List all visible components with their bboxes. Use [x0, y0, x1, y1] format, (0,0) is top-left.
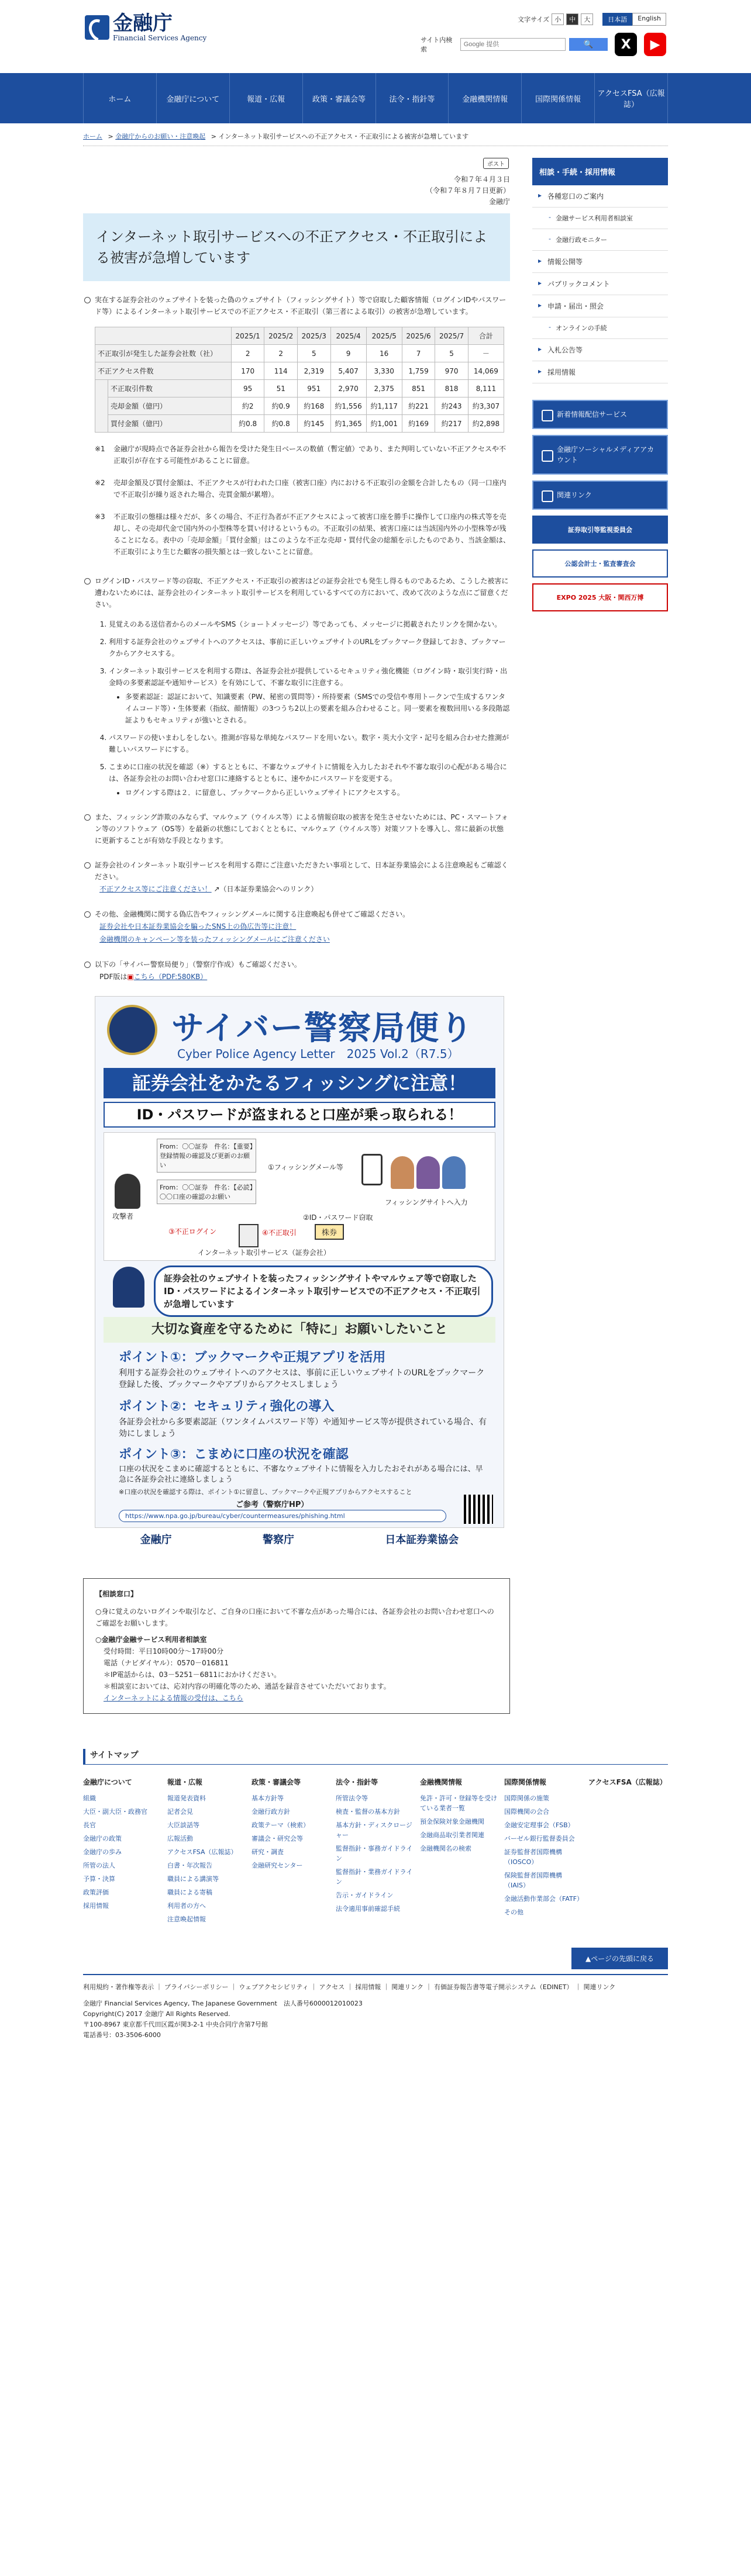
table-cell: 約2 — [231, 397, 264, 415]
note-text: 売却金額及び買付金額は、不正アクセスが行われた口座（被害口座）内における不正取引の金額を合計したもの（同一口座内で不正取引が繰り返された場合、売買金額が累増）。 — [113, 479, 507, 499]
table-cell: 2 — [231, 345, 264, 362]
consult-web-link[interactable]: インターネットによる情報の受付は、こちら — [104, 1694, 243, 1702]
consult-box — [83, 1578, 510, 1714]
table-cell: 8,111 — [468, 380, 504, 397]
sitemap-link[interactable]: 検査・監督の基本方針 — [336, 1808, 400, 1816]
footer-org: 金融庁 Financial Services Agency, The Japanese Government 法人番号6000012010023 — [83, 2000, 363, 2007]
point-3-title: ポイント③：こまめに口座の状況を確認 — [119, 1447, 349, 1462]
note-mark: ※3 — [95, 513, 105, 521]
sitemap-link[interactable]: 金融商品取引業者関連 — [420, 1831, 484, 1839]
table-cell: 3,330 — [366, 362, 402, 380]
footer — [83, 1998, 668, 2041]
table-cell: 818 — [435, 380, 468, 397]
sitemap-col — [504, 1778, 584, 1924]
poster-banner: 証券会社をかたるフィッシングに注意！ — [104, 1068, 495, 1098]
sitemap-link[interactable]: 法令適用事前確認手続 — [336, 1905, 400, 1913]
sitemap-link[interactable]: 広報活動 — [167, 1835, 193, 1842]
phishing-mail-link[interactable]: 金融機関のキャンペーン等を装ったフィッシングメールにご注意ください — [99, 935, 330, 943]
sitemap-link[interactable]: 記者会見 — [167, 1808, 193, 1816]
news-feed-button[interactable]: 新着情報配信サービス — [532, 400, 668, 429]
jsda-link-suffix: （日本証券業協会へのリンク） — [219, 885, 318, 893]
sitemap-link[interactable]: 審議会・研究会等 — [252, 1835, 303, 1842]
attacker-icon — [115, 1174, 140, 1209]
table-header: 2025/6 — [402, 327, 435, 345]
x-post-button[interactable]: ポスト — [483, 158, 509, 169]
table-cell: 不正アクセス件数 — [95, 362, 232, 380]
damage-table — [95, 327, 504, 433]
table-header-row — [95, 327, 504, 345]
table-header: 2025/3 — [297, 327, 330, 345]
table-cell: 約2,898 — [468, 415, 504, 433]
nav-policy[interactable]: 政策・審議会等 — [302, 73, 376, 123]
point-3-note: ※口座の状況を確認する際は、ポイント①に留意し、ブックマークや正規アプリからアクセスすること — [119, 1488, 412, 1496]
breadcrumb: ホーム > 金融庁からのお願い・注意喚起 > インターネット取引サービスへの不正アクセス・不正取引による被害が急増しています — [83, 132, 668, 146]
poster-jsda-logo: 日本証券業協会 — [385, 1534, 459, 1546]
advice-list — [109, 618, 510, 798]
consult-intro: ○身に覚えのないログインや取引など、ご自身の口座において不審な点があった場合には、各証券会社のお問い合わせ窓口へのご確認をお願いします。 — [95, 1607, 494, 1627]
table-cell: 約1,556 — [330, 397, 366, 415]
computer-icon — [239, 1224, 259, 1247]
expo-banner[interactable]: EXPO 2025 大阪・関西万博 — [532, 583, 668, 611]
youtube-icon[interactable]: ▶ — [644, 33, 666, 56]
sitemap-link[interactable]: 基本方針・ディスクロージャー — [336, 1821, 412, 1839]
sitemap-link[interactable]: 研究・調査 — [252, 1848, 284, 1856]
sitemap-link[interactable]: その他 — [504, 1908, 523, 1916]
publish-dates — [83, 174, 510, 208]
lang-en-button[interactable]: English — [632, 13, 666, 26]
note-2 — [83, 477, 510, 500]
sitemap-link[interactable]: 採用情報 — [83, 1902, 109, 1910]
poster-logos — [95, 1531, 504, 1547]
sitemap-link[interactable]: 大臣談話等 — [167, 1821, 199, 1829]
poster-ask: 大切な資産を守るために「特に」お願いしたいこと — [104, 1317, 495, 1343]
table-cell: 14,069 — [468, 362, 504, 380]
pdf-link[interactable]: こちら（PDF:580KB） — [133, 973, 208, 981]
update-date: （令和７年８月７日更新） — [425, 186, 510, 195]
point-2-title: ポイント②：セキュリティ強化の導入 — [119, 1399, 335, 1414]
table-row — [95, 415, 504, 433]
table-header — [95, 327, 232, 345]
poster-npa-logo: 警察庁 — [262, 1534, 294, 1546]
sitemap-col-head[interactable]: 金融機関情報 — [420, 1778, 463, 1786]
table-cell: 95 — [231, 380, 264, 397]
table-cell: 約1,001 — [366, 415, 402, 433]
sitemap-link[interactable]: 金融安定理事会（FSB） — [504, 1821, 574, 1829]
poster-ref-label: ご参考（警察庁HP） — [236, 1500, 309, 1509]
list-item: 2. 利用する証券会社のウェブサイトへのアクセスは、事前に正しいウェブサイトのURLをブックマーク登録しておき、ブックマークからアクセスする。 — [109, 636, 510, 659]
police-paragraph: 以下の「サイバー警察局便り」（警察庁作成）もご確認ください。 — [83, 959, 510, 970]
sidebar-item-recruit[interactable]: ▸ 採用情報 — [532, 361, 668, 383]
table-cell: 約1,117 — [366, 397, 402, 415]
nav-law[interactable]: 法令・指針等 — [376, 73, 449, 123]
nav-accessfsa[interactable]: アクセスFSA（広報誌） — [594, 73, 668, 123]
sidebar-item-consult[interactable]: - 金融サービス利用者相談室 — [532, 208, 668, 229]
logo-en: Financial Services Agency — [113, 34, 207, 42]
nav-about[interactable]: 金融庁について — [156, 73, 229, 123]
sitemap-link[interactable]: 報道発表資料 — [167, 1794, 206, 1802]
table-cell: 約3,307 — [468, 397, 504, 415]
logo-ja: 金融庁 — [113, 12, 173, 35]
sitemap-link[interactable]: 国際機関の会合 — [504, 1808, 549, 1816]
poster-diagram — [104, 1132, 495, 1261]
table-cell: 9 — [330, 345, 366, 362]
font-large-button[interactable]: 大 — [581, 13, 593, 25]
search-input[interactable] — [460, 38, 566, 51]
sidebar — [532, 158, 668, 1714]
table-cell: 2 — [264, 345, 298, 362]
table-cell: 約168 — [297, 397, 330, 415]
jsda-link[interactable]: 不正アクセス等にご注意ください！ — [99, 885, 212, 893]
step-id-pw: ②ID・パスワード窃取 — [303, 1213, 373, 1222]
fsa-logo[interactable] — [85, 13, 206, 42]
note-mark: ※2 — [95, 479, 105, 487]
table-cell: 約243 — [435, 397, 468, 415]
sitemap-link[interactable]: 免許・許可・登録等を受けている業者一覧 — [420, 1794, 497, 1812]
step-phishing-mail: ①フィッシングメール等 — [268, 1163, 343, 1171]
list-item: 1. 見覚えのある送信者からのメールやSMS（ショートメッセージ）等であっても、メッセージに掲載されたリンクを開かない。 — [109, 618, 510, 630]
breadcrumb-current: インターネット取引サービスへの不正アクセス・不正取引による被害が急増しています — [218, 133, 469, 140]
sitemap — [83, 1749, 668, 1924]
sitemap-link[interactable]: 注意喚起情報 — [167, 1915, 206, 1923]
pdf-icon: ▣ — [127, 973, 134, 981]
consult-hours: 受付時間：平日10時00分～17時00分 — [104, 1647, 224, 1655]
consult-head: ○金融庁金融サービス利用者相談室 — [95, 1635, 207, 1644]
table-cell: 約169 — [402, 415, 435, 433]
consult-ip: ＊IP電話からは、03－5251－6811におかけください。 — [104, 1671, 281, 1679]
sitemap-col-head[interactable]: アクセスFSA（広報誌） — [588, 1778, 667, 1786]
jsda-paragraph: 証券会社のインターネット取引サービスを利用する際にご注意いただきたい事項として、日本証券業協会による注意喚起もご確認ください。 — [83, 859, 510, 883]
table-row — [95, 345, 504, 362]
note-1 — [83, 443, 510, 466]
sitemap-link[interactable]: 職員による講演等 — [167, 1875, 219, 1883]
step-login: ③不正ログイン — [168, 1228, 217, 1236]
footer-links[interactable]: 利用規約・著作権等表示 ｜ プライバシーポリシー ｜ ウェブアクセシビリティ ｜ アクセス ｜ 採用情報 ｜ 関連リンク ｜ 有価証券報告書等電子開示システム（EDINET） ｜ 関連リンク — [83, 1974, 668, 1991]
nav-international[interactable]: 国際関係情報 — [521, 73, 594, 123]
note-text: 金融庁が現時点で各証券会社から報告を受けた発生日ベースの数値（暫定値）であり、また判明していない不正アクセスや不正取引が存在する可能性があることに留意。 — [113, 445, 507, 465]
font-medium-button[interactable]: 中 — [566, 13, 578, 25]
sitemap-col — [83, 1778, 163, 1924]
global-nav — [0, 73, 751, 123]
point-1-title: ポイント①：ブックマークや正規アプリを活用 — [119, 1350, 386, 1365]
table-cell: 2,375 — [366, 380, 402, 397]
list-item: 4. パスワードの使いまわしをしない。推測が容易な単純なパスワードを用いない。数字・英大小文字・記号を組み合わせた推測が難しいパスワードにする。 — [109, 732, 510, 755]
sitemap-link[interactable]: 長官 — [83, 1821, 96, 1829]
poster-warning: 証券会社のウェブサイトを装ったフィッシングサイトやマルウェア等で窃取したID・パスワードによるインターネット取引サービスでの不正アクセス・不正取引が急増しています — [154, 1265, 493, 1317]
sitemap-link[interactable]: 保険監督者国際機構（IAIS） — [504, 1872, 562, 1889]
table-cell-blank — [95, 380, 108, 433]
table-cell: 不正取引件数 — [108, 380, 232, 397]
note-mark: ※1 — [95, 445, 105, 453]
main-content — [83, 158, 510, 1714]
table-cell: 5,407 — [330, 362, 366, 380]
intro-paragraph: 実在する証券会社のウェブサイトを装った偽のウェブサイト（フィッシングサイト）等で窃取した顧客情報（ログインIDやパスワード等）によるインターネット取引サービスでの不正アクセス・不正取引（第三者による取引）の被害が急増しています。 — [83, 294, 510, 317]
sitemap-link[interactable]: 大臣・副大臣・政務官 — [83, 1808, 147, 1816]
sidebar-item-online[interactable]: - オンラインの手続 — [532, 317, 668, 339]
sitemap-link[interactable]: 金融庁の政策 — [83, 1835, 122, 1842]
table-cell: 約1,365 — [330, 415, 366, 433]
sitemap-link[interactable]: 金融研究センター — [252, 1862, 303, 1869]
table-cell: 約0.9 — [264, 397, 298, 415]
sitemap-col-head[interactable]: 金融庁について — [83, 1778, 132, 1786]
sitemap-link[interactable]: 予算・決算 — [83, 1875, 115, 1883]
page-title: インターネット取引サービスへの不正アクセス・不正取引による被害が急増しています — [96, 229, 488, 266]
sitemap-link[interactable]: 金融活動作業部会（FATF） — [504, 1895, 584, 1903]
social-media-button[interactable]: 金融庁ソーシャルメディアアカウント — [532, 435, 668, 475]
x-icon[interactable]: X — [615, 33, 637, 56]
login-note: • ログインする際は２．に留意し、ブックマークから正しいウェブサイトにアクセスする。 — [125, 787, 510, 798]
table-row — [95, 397, 504, 415]
cpaaob-banner[interactable]: 公認会計士・監査審査会 — [532, 549, 668, 578]
table-cell: 1,759 — [402, 362, 435, 380]
smartphone-icon — [361, 1154, 383, 1185]
table-cell: 51 — [264, 380, 298, 397]
mail-sample-2: From：〇〇証券 件名：【必読】〇〇口座の確認のお願い — [157, 1180, 256, 1204]
sitemap-link[interactable]: 国際関係の施策 — [504, 1794, 549, 1802]
other-paragraph: その他、金融機関に関する偽広告やフィッシングメールに関する注意喚起も併せてご確認ください。 — [83, 908, 510, 920]
mfa-definition: • 多要素認証：認証において、知識要素（PW、秘密の質問等）・所持要素（SMSでの受信や専用トークンで生成するワンタイムコード等）・生体要素（指紋、顔情報）の3つうち2以上の要素を組み合わせること。同一要素を複数回用いる多段階認証よりもセキュリティが強いとされる。 — [125, 691, 510, 726]
sitemap-link[interactable]: 告示・ガイドライン — [336, 1892, 394, 1899]
step-trade: ④不正取引 — [262, 1229, 297, 1237]
sitemap-link[interactable]: 所管の法人 — [83, 1862, 115, 1869]
sitemap-link[interactable]: 金融機関名の検索 — [420, 1845, 471, 1852]
table-cell: 851 — [402, 380, 435, 397]
footer-tel: 電話番号：03-3506-6000 — [83, 2031, 161, 2039]
sitemap-link[interactable]: 利用者の方へ — [167, 1902, 206, 1910]
publish-date: 令和７年４月３日 — [453, 175, 510, 184]
sitemap-col — [252, 1778, 331, 1924]
sitemap-link[interactable]: 職員による寄稿 — [167, 1889, 212, 1896]
sidebar-item-contact[interactable]: ▸ 各種窓口のご案内 — [532, 185, 668, 208]
table-header: 2025/4 — [330, 327, 366, 345]
nav-home[interactable]: ホーム — [83, 73, 156, 123]
step5-text: こまめに口座の状況を確認（※）するとともに、不審なウェブサイトに情報を入力したおそれや不審な取引の心配がある場合には、各証券会社のお問い合わせ窓口に連絡するとともに、速やかにパスワードを変更する。 — [109, 763, 507, 783]
sidebar-item-disclosure[interactable]: ▸ 情報公開等 — [532, 251, 668, 273]
table-cell: 約221 — [402, 397, 435, 415]
table-cell: 5 — [297, 345, 330, 362]
sitemap-link[interactable]: 基本方針等 — [252, 1794, 284, 1802]
sitemap-link[interactable]: バーゼル銀行監督委員会 — [504, 1835, 575, 1842]
consult-recording: ＊相談室においては、応対内容の明確化等のため、通話を録音させていただいております。 — [104, 1682, 391, 1690]
table-header: 2025/1 — [231, 327, 264, 345]
fsa-logo-icon — [85, 15, 109, 40]
stock-icon: 株券 — [315, 1224, 344, 1240]
sitemap-link[interactable]: 監督指針・事務ガイドライン — [336, 1845, 413, 1862]
breadcrumb-home[interactable]: ホーム — [83, 133, 102, 140]
fake-ad-link[interactable]: 証券会社や日本証券業協会を騙ったSNS上の偽広告等に注意！ — [99, 922, 297, 931]
table-cell: 不正取引が発生した証券会社数（社） — [95, 345, 232, 362]
external-link-icon: ↗ — [213, 885, 220, 893]
sitemap-col — [588, 1778, 668, 1924]
sitemap-link[interactable]: 監督指針・業務ガイドライン — [336, 1868, 413, 1886]
font-small-button[interactable]: 小 — [552, 13, 564, 25]
sitemap-link[interactable]: 政策テーマ（検索） — [252, 1821, 309, 1829]
footer-address: 〒100-8967 東京都千代田区霞が関3-2-1 中央合同庁舎第7号館 — [83, 2021, 268, 2028]
table-cell: 約0.8 — [264, 415, 298, 433]
footer-copyright: Copyright(C) 2017 金融庁 All Rights Reserved. — [83, 2010, 230, 2018]
service-label: インターネット取引サービス（証券会社） — [198, 1249, 330, 1257]
consult-phone: 電話（ナビダイヤル）：0570－016811 — [104, 1659, 229, 1667]
table-cell: 約217 — [435, 415, 468, 433]
sitemap-col-head[interactable]: 政策・審議会等 — [252, 1778, 301, 1786]
lang-ja-button[interactable]: 日本語 — [602, 13, 632, 26]
table-header: 合計 — [468, 327, 504, 345]
step-phishing-site: フィッシングサイトへ入力 — [385, 1198, 468, 1206]
nav-institutions[interactable]: 金融機関情報 — [448, 73, 521, 123]
note-text: 不正取引の態様は様々だが、多くの場合、不正行為者が不正アクセスによって被害口座を勝手に操作して口座内の株式等を売却し、その売却代金で国内外の小型株等を買い付けるというもの。不正取引の結果、被害口座には当該国内外の小型株等が残ることになる。表中の「売却金額」「買付金額」はこのような不正な売却・買付代金の総額を示したものであり、当該金額は、不正取引により生じた顧客の損失額とは一致しないことに留意。 — [113, 513, 511, 556]
sitemap-link[interactable]: アクセスFSA（広報誌） — [167, 1848, 237, 1856]
table-row — [95, 380, 504, 397]
related-links-button[interactable]: 関連リンク — [532, 480, 668, 510]
sitemap-col — [167, 1778, 247, 1924]
font-size-label: 文字サイズ — [518, 16, 550, 23]
table-row — [95, 362, 504, 380]
table-cell: 5 — [435, 345, 468, 362]
list-item — [109, 761, 510, 798]
table-cell: － — [468, 345, 504, 362]
mail-sample-1: From：〇〇証券 件名：【重要】登録情報の確認及び更新のお願い — [157, 1139, 256, 1173]
table-cell: 170 — [231, 362, 264, 380]
publisher: 金融庁 — [488, 198, 510, 206]
sidebar-item-bid[interactable]: ▸ 入札公告等 — [532, 339, 668, 361]
table-cell: 951 — [297, 380, 330, 397]
table-header: 2025/5 — [366, 327, 402, 345]
sitemap-col — [336, 1778, 415, 1924]
sidebar-heading: 相談・手続・採用情報 — [532, 158, 668, 185]
sitemap-col-head[interactable]: 国際関係情報 — [504, 1778, 547, 1786]
step3-text: インターネット取引サービスを利用する際は、各証券会社が提供しているセキュリティ強化機能（ログイン時・取引実行時・出金時の多要素認証や通知サービス）を有効にして、不審な取引に注意する。 — [109, 667, 508, 687]
point-1-text: 利用する証券会社のウェブサイトへのアクセスは、事前に正しいウェブサイトのURLをブックマーク登録した後、ブックマークやアプリからアクセスしましょう — [119, 1368, 485, 1389]
table-header: 2025/2 — [264, 327, 298, 345]
sitemap-col — [420, 1778, 499, 1924]
table-cell: 約145 — [297, 415, 330, 433]
point-3-text: 口座の状況をこまめに確認するとともに、不審なウェブサイトに情報を入力したおそれがある場合には、早急に各証券会社に連絡しましょう — [119, 1465, 483, 1484]
table-cell: 114 — [264, 362, 298, 380]
sitemap-title: サイトマップ — [83, 1749, 668, 1765]
poster-subtitle: Cyber Police Agency Letter 2025 Vol.2（R7.5） — [177, 1047, 459, 1061]
malware-paragraph: また、フィッシング詐欺のみならず、マルウェア（ウイルス等）による情報窃取の被害を発生させないためには、PC・スマートフォン等のソフトウェア（OS等）を最新の状態にしておくとともに、マルウェア（ウイルス等）対策ソフトを導入し、常に最新の状態に更新することが有効な手段となります。 — [83, 811, 510, 846]
sidebar-item-pubcomment[interactable]: ▸ パブリックコメント — [532, 273, 668, 295]
poster-sub-banner: ID・パスワードが盗まれると口座が乗っ取られる！ — [104, 1102, 495, 1128]
sitemap-link[interactable]: 預金保険対象金融機関 — [420, 1818, 484, 1825]
table-cell: 2,319 — [297, 362, 330, 380]
sitemap-link[interactable]: 組織 — [83, 1794, 96, 1802]
poster-fsa-logo: 金融庁 — [140, 1534, 172, 1546]
pdf-label: PDF版は — [99, 973, 128, 981]
table-header: 2025/7 — [435, 327, 468, 345]
police-emblem-icon — [107, 1005, 157, 1055]
sidebar-item-application[interactable]: ▸ 申請・届出・照会 — [532, 295, 668, 317]
victims-icon — [391, 1156, 478, 1191]
sesc-banner[interactable]: 証券取引等監視委員会 — [532, 516, 668, 544]
sitemap-link[interactable]: 白書・年次報告 — [167, 1862, 212, 1869]
poster-url: https://www.npa.go.jp/bureau/cyber/countermeasures/phishing.html — [119, 1510, 446, 1522]
consult-title: 【相談窓口】 — [95, 1590, 138, 1598]
table-cell: 2,970 — [330, 380, 366, 397]
sitemap-col-head[interactable]: 報道・広報 — [167, 1778, 203, 1786]
search-button[interactable]: 🔍 — [569, 38, 608, 51]
sitemap-link[interactable]: 証券監督者国際機構（IOSCO） — [504, 1848, 562, 1866]
police-officer-icon — [113, 1267, 144, 1308]
sidebar-item-monitor[interactable]: - 金融行政モニター — [532, 229, 668, 251]
list-item — [109, 665, 510, 726]
sitemap-link[interactable]: 政策評価 — [83, 1889, 109, 1896]
table-cell: 買付金額（億円） — [108, 415, 232, 433]
page-title-box — [83, 213, 510, 281]
table-cell: 16 — [366, 345, 402, 362]
poster-title: サイバー警察局便り — [171, 1009, 474, 1047]
page-top-button[interactable]: ▲ページの先頭に戻る — [571, 1948, 668, 1969]
table-cell: 970 — [435, 362, 468, 380]
attacker-label: 攻撃者 — [112, 1212, 134, 1220]
point-2-text: 各証券会社から多要素認証（ワンタイムパスワード等）や通知サービス等が提供されている場合、有効にしましょう — [119, 1417, 487, 1439]
sitemap-link[interactable]: 金融行政方針 — [252, 1808, 290, 1816]
sitemap-link[interactable]: 金融庁の歩み — [83, 1848, 122, 1856]
site-header — [0, 0, 751, 73]
table-cell: 7 — [402, 345, 435, 362]
search-label: サイト内検索 — [420, 36, 453, 53]
table-cell: 売却金額（億円） — [108, 397, 232, 415]
table-cell: 約0.8 — [231, 415, 264, 433]
advice-intro: ログインID・パスワード等の窃取、不正アクセス・不正取引の被害はどの証券会社でも発生し得るものであるため、こうした被害に遭わないためには、証券会社のインターネット取引サービスを利用しているすべての方において、改めて次のような点にご留意ください。 — [83, 575, 510, 610]
cyber-police-poster[interactable] — [95, 996, 504, 1528]
nav-press[interactable]: 報道・広報 — [229, 73, 302, 123]
sitemap-col-head[interactable]: 法令・指針等 — [336, 1778, 378, 1786]
breadcrumb-notice[interactable]: 金融庁からのお願い・注意喚起 — [115, 133, 206, 140]
sitemap-link[interactable]: 所管法令等 — [336, 1794, 368, 1802]
note-3 — [83, 511, 510, 558]
qr-code-icon — [464, 1495, 493, 1524]
